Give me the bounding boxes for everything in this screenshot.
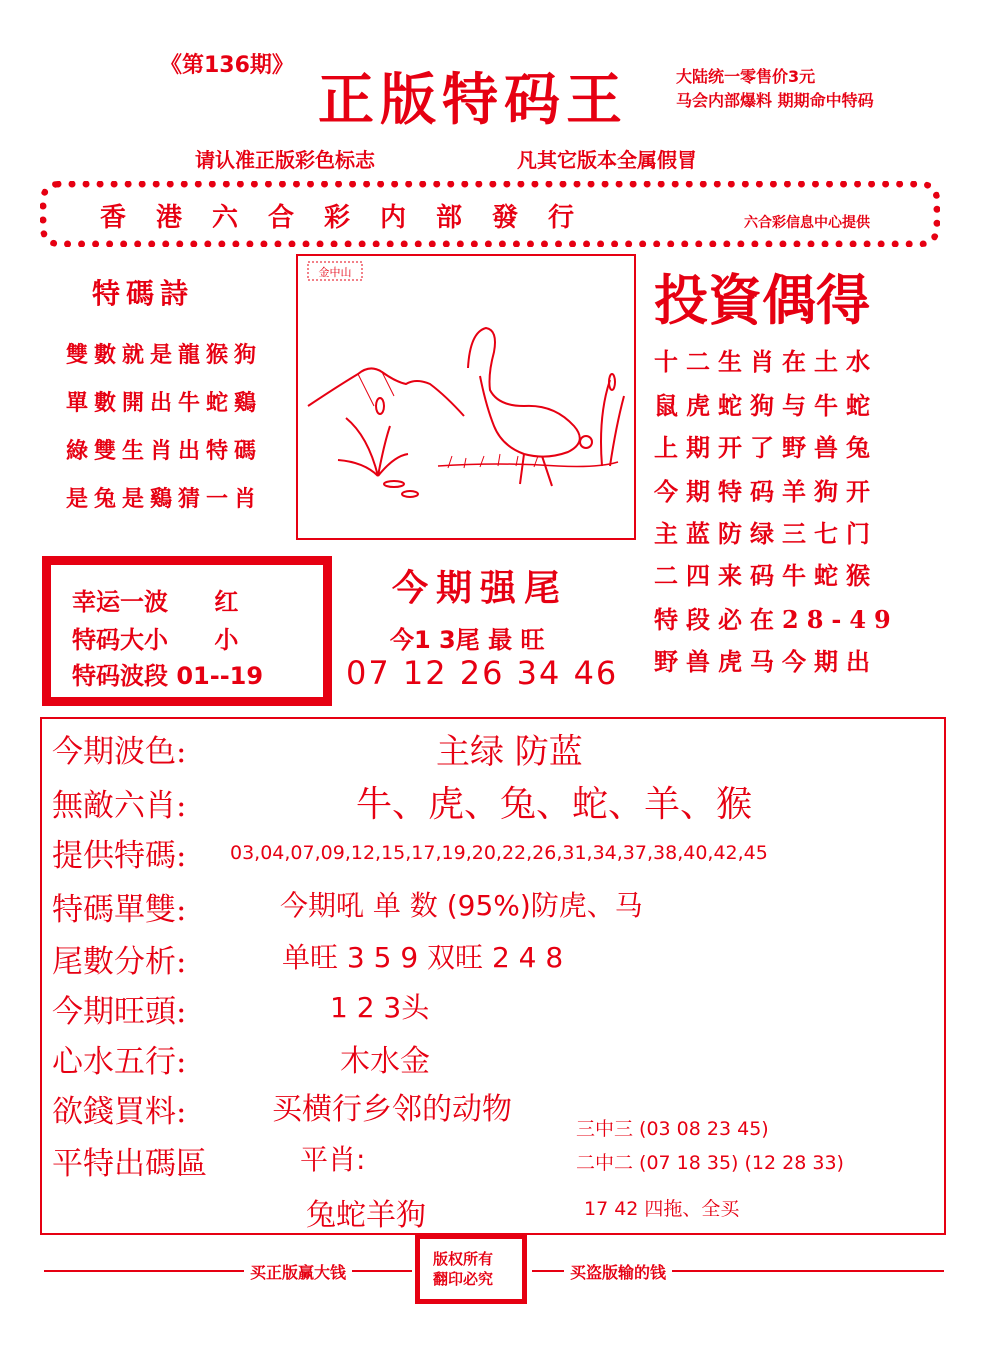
luck-value: 小 — [214, 626, 239, 654]
strong-tail-subtitle: 今1 3尾 最 旺 — [390, 626, 545, 654]
color-label: 今期波色: — [52, 734, 187, 770]
footer-divider-left — [44, 1270, 412, 1272]
invest-line: 鼠虎蛇狗与牛蛇 — [654, 391, 878, 420]
codes-value: 03,04,07,09,12,15,17,19,20,22,26,31,34,37,38,40,42,45 — [230, 842, 768, 864]
six-zodiac-value: 牛、虎、兔、蛇、羊、猴 — [356, 784, 753, 825]
authentic-notice: 请认准正版彩色标志 — [195, 148, 375, 172]
footer-right-slogan: 买盗版输的钱 — [564, 1260, 672, 1283]
flat-zodiac-value: 兔蛇羊狗 — [306, 1198, 426, 1233]
issue-number: 《第136期》 — [160, 53, 294, 78]
buy-value: 买横行乡邻的动物 — [272, 1092, 512, 1127]
drag-bet: 17 42 四拖、全买 — [584, 1198, 740, 1220]
copyright-line: 翻印必究 — [433, 1270, 494, 1288]
retail-price: 大陆统一零售价3元 — [676, 67, 816, 86]
footer-left-slogan: 买正版赢大钱 — [244, 1260, 352, 1283]
strong-tail-numbers: 07 12 26 34 46 — [346, 654, 619, 692]
two-in-two: 二中二 (07 18 35) (12 28 33) — [576, 1152, 844, 1174]
six-zodiac-label: 無敵六肖: — [52, 788, 187, 824]
luck-row — [72, 620, 238, 655]
buy-label: 欲錢買料: — [52, 1094, 187, 1130]
strong-tail-title: 今期强尾 — [392, 568, 569, 609]
invest-line: 野兽虎马今期出 — [654, 647, 878, 676]
page-title: 正版特码王 — [318, 67, 628, 133]
banner-subtext: 六合彩信息中心提供 — [744, 215, 870, 231]
poem-line: 單數開出牛蛇鷄 — [66, 390, 263, 416]
luck-value: 红 — [214, 588, 239, 616]
invest-line: 上期开了野兽兔 — [654, 433, 878, 462]
picture-stamp: 金中山 — [318, 266, 352, 279]
invest-title: 投資偶得 — [654, 268, 870, 332]
poem-line: 雙數就是龍猴狗 — [66, 342, 263, 368]
luck-value: 01--19 — [176, 662, 264, 690]
odd-even-value: 今期吼 单 数 (95%)防虎、马 — [280, 889, 643, 922]
tail-analysis-label: 尾數分析: — [52, 944, 187, 980]
five-elements-label: 心水五行: — [52, 1044, 187, 1080]
flat-zodiac-label: 平肖: — [300, 1143, 366, 1176]
odd-even-label: 特碼單雙: — [52, 892, 187, 928]
invest-line: 二四来码牛蛇猴 — [654, 561, 878, 590]
invest-line: 特段必在28-49 — [654, 605, 899, 634]
three-in-three: 三中三 (03 08 23 45) — [576, 1118, 769, 1140]
poem-line: 綠雙生肖出特碼 — [66, 438, 263, 464]
luck-label: 幸运一波 — [72, 588, 168, 616]
hot-head-value: 1 2 3头 — [330, 991, 430, 1024]
hot-head-label: 今期旺頭: — [52, 994, 187, 1030]
invest-line: 十二生肖在土水 — [654, 347, 878, 376]
counterfeit-notice: 凡其它版本全属假冒 — [517, 148, 697, 172]
copyright-line: 版权所有 — [433, 1250, 494, 1268]
five-elements-value: 木水金 — [340, 1044, 430, 1079]
banner-text: 香港六合彩内部發行 — [100, 203, 605, 233]
invest-line: 今期特码羊狗开 — [654, 477, 878, 506]
crane-drawing — [298, 256, 634, 538]
flat-zone-label: 平特出碼區 — [52, 1146, 207, 1182]
poem-title: 特碼詩 — [92, 277, 195, 310]
crane-illustration — [296, 254, 636, 540]
luck-label: 特码大小 — [72, 626, 168, 654]
invest-line: 主蓝防绿三七门 — [654, 519, 878, 548]
insider-note: 马会内部爆料 期期命中特码 — [676, 91, 874, 110]
color-value: 主绿 防蓝 — [436, 732, 583, 772]
codes-label: 提供特碼: — [52, 838, 187, 874]
poem-line: 是兔是鷄猜一肖 — [66, 486, 263, 512]
luck-label: 特码波段 — [72, 662, 168, 690]
luck-row — [72, 656, 263, 691]
tail-analysis-value: 单旺 3 5 9 双旺 2 4 8 — [282, 941, 564, 974]
luck-row — [72, 582, 238, 617]
